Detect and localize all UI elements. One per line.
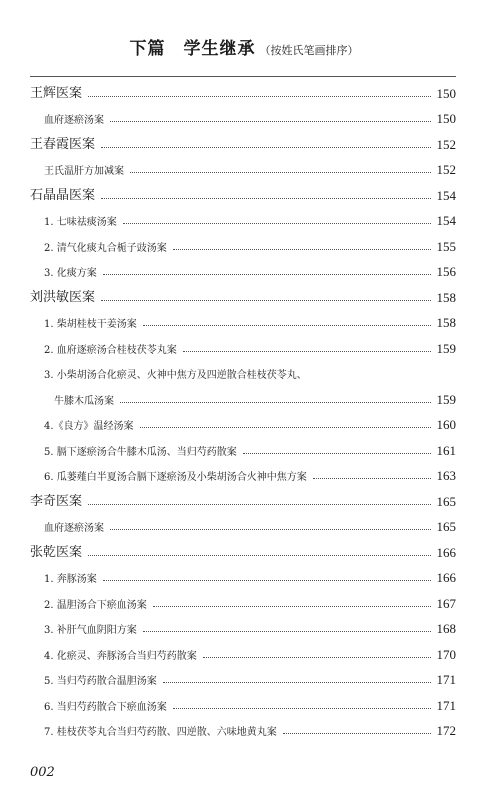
toc-entry [30, 512, 456, 538]
toc-page-number: 158 [436, 289, 456, 305]
page-number: 002 [30, 765, 55, 780]
dot-leader [101, 198, 430, 199]
toc-heading [30, 180, 456, 206]
dot-leader [130, 172, 431, 173]
toc-label: 3. 化痰方案 [44, 268, 97, 279]
toc-entry [30, 435, 456, 461]
toc-page-number: 160 [436, 417, 456, 432]
toc-page-number: 170 [436, 646, 456, 662]
dot-leader [203, 657, 431, 658]
toc-page-number: 165 [436, 519, 456, 534]
toc-page-number: 171 [436, 672, 456, 687]
toc-label: 王春霞医案 [30, 136, 96, 152]
toc-label: 刘洪敏医案 [30, 289, 96, 305]
toc-page-number: 156 [436, 264, 456, 279]
toc-entry [30, 384, 456, 410]
section-title: 下篇 学生继承 [129, 39, 256, 59]
toc-page-number: 150 [436, 85, 456, 101]
toc-entry [30, 206, 456, 232]
toc-label: 1. 七味祛痰汤案 [44, 217, 117, 228]
dot-leader [183, 351, 431, 352]
toc-label: 李奇医案 [30, 493, 83, 509]
toc-page-number: 154 [436, 187, 456, 203]
toc-label: 6. 瓜蒌薤白半夏汤合膈下逐瘀汤及小柴胡汤合火神中焦方案 [44, 472, 307, 483]
table-of-contents [30, 78, 456, 741]
dot-leader [110, 529, 431, 530]
toc-page-number: 171 [436, 697, 456, 713]
toc-label: 6. 当归芍药散合下瘀血汤案 [44, 701, 167, 713]
dot-leader [123, 223, 431, 224]
toc-label: 4. 化瘀灵、奔豚汤合当归芍药散案 [44, 650, 197, 662]
toc-page-number: 159 [436, 391, 456, 407]
toc-page-number: 166 [436, 544, 456, 560]
toc-page-number: 155 [436, 238, 456, 254]
toc-label: 5. 膈下逐瘀汤合牛膝木瓜汤、当归芍药散案 [44, 446, 237, 458]
toc-page-number: 168 [436, 621, 456, 636]
toc-entry [30, 716, 456, 742]
toc-entry [30, 461, 456, 487]
dot-leader [88, 96, 430, 97]
toc-label: 2. 温胆汤合下瘀血汤案 [44, 599, 147, 611]
toc-label: 3. 补肝气血阴阳方案 [44, 625, 137, 636]
dot-leader [243, 453, 431, 454]
dot-leader [173, 249, 431, 250]
toc-entry [30, 333, 456, 359]
toc-label: 1. 奔豚汤案 [44, 574, 97, 585]
toc-entry [30, 639, 456, 665]
toc-label: 王氏温肝方加减案 [44, 166, 124, 177]
toc-label: 5. 当归芍药散合温胆汤案 [44, 676, 157, 687]
toc-page-number: 165 [436, 493, 456, 509]
title-divider [30, 76, 456, 77]
toc-label: 2. 血府逐瘀汤合桂枝茯苓丸案 [44, 344, 177, 356]
toc-entry [30, 308, 456, 334]
toc-entry [30, 665, 456, 691]
page-title [0, 34, 488, 59]
dot-leader [88, 555, 430, 556]
toc-page-number: 166 [436, 570, 456, 585]
toc-entry [30, 104, 456, 130]
dot-leader [103, 274, 431, 275]
toc-label: 血府逐瘀汤案 [44, 523, 104, 534]
toc-entry [30, 155, 456, 181]
toc-entry [30, 614, 456, 640]
toc-label: 2. 清气化痰丸合栀子豉汤案 [44, 242, 167, 254]
toc-entry [30, 359, 456, 385]
toc-heading [30, 78, 456, 104]
toc-page-number: 154 [436, 213, 456, 228]
toc-entry [30, 690, 456, 716]
toc-entry [30, 588, 456, 614]
toc-label: 1. 柴胡桂枝干姜汤案 [44, 319, 137, 330]
toc-label: 血府逐瘀汤案 [44, 115, 104, 126]
toc-page-number: 161 [436, 442, 456, 458]
toc-page-number: 158 [436, 315, 456, 330]
dot-leader [101, 147, 430, 148]
toc-page-number: 172 [436, 723, 456, 738]
toc-page-number: 150 [436, 111, 456, 126]
toc-label: 石晶晶医案 [30, 187, 96, 203]
toc-heading [30, 129, 456, 155]
dot-leader [101, 300, 430, 301]
dot-leader [120, 402, 431, 403]
dot-leader [143, 325, 431, 326]
dot-leader [140, 427, 431, 428]
toc-heading [30, 486, 456, 512]
toc-page-number: 152 [436, 136, 456, 152]
dot-leader [103, 580, 431, 581]
dot-leader [110, 121, 431, 122]
section-subtitle: （按姓氏笔画排序） [259, 44, 359, 57]
toc-heading [30, 282, 456, 308]
dot-leader [313, 478, 431, 479]
toc-label: 牛膝木瓜汤案 [44, 395, 114, 407]
dot-leader [283, 733, 431, 734]
toc-label: 张乾医案 [30, 544, 83, 560]
toc-label: 4.《良方》温经汤案 [44, 421, 134, 432]
toc-page-number: 167 [436, 595, 456, 611]
dot-leader [143, 631, 431, 632]
toc-page-number: 159 [436, 340, 456, 356]
toc-entry [30, 410, 456, 436]
toc-page-number: 163 [436, 468, 456, 483]
dot-leader [163, 682, 431, 683]
toc-label: 7. 桂枝茯苓丸合当归芍药散、四逆散、六味地黄丸案 [44, 727, 277, 738]
toc-entry [30, 231, 456, 257]
toc-label: 3. 小柴胡汤合化瘀灵、火神中焦方及四逆散合桂枝茯苓丸、 [44, 370, 307, 381]
dot-leader [88, 504, 430, 505]
dot-leader [173, 708, 431, 709]
dot-leader [153, 606, 431, 607]
toc-label: 王辉医案 [30, 85, 83, 101]
toc-entry [30, 563, 456, 589]
toc-page-number: 152 [436, 162, 456, 177]
toc-heading [30, 537, 456, 563]
toc-entry [30, 257, 456, 283]
